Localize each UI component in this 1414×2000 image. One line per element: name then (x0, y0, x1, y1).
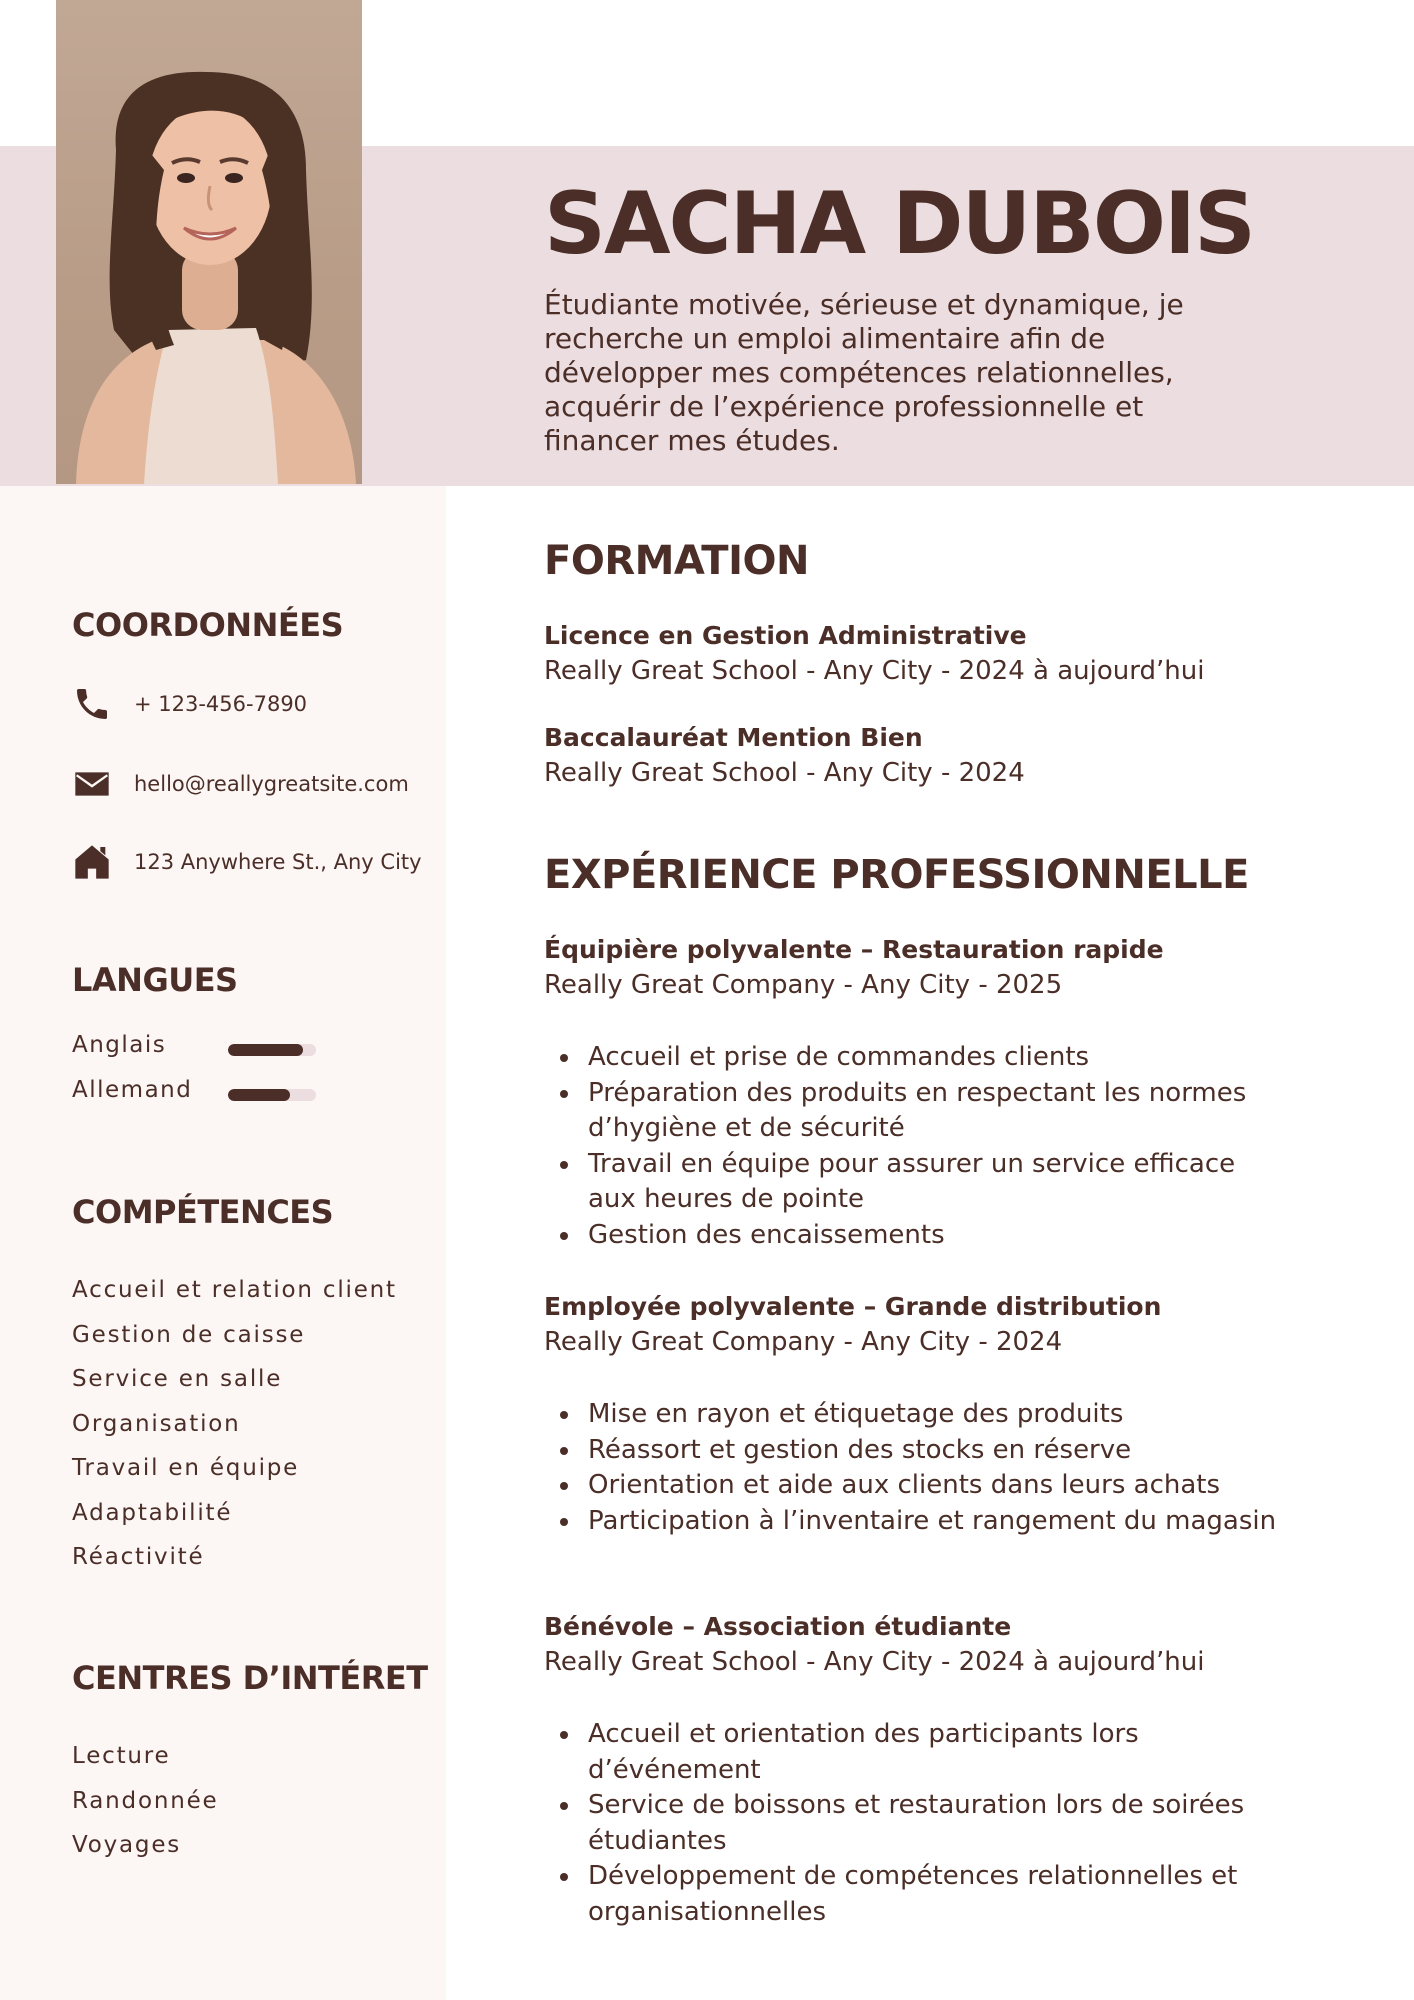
skills-list (72, 1268, 397, 1580)
language-level-bar (228, 1089, 316, 1101)
contact-phone (72, 684, 432, 724)
skills-heading: COMPÉTENCES (72, 1193, 334, 1231)
entry-title: Licence en Gestion Administrative (544, 621, 1027, 650)
experience-bullets (588, 1040, 1288, 1253)
entry-title: Équipière polyvalente – Restauration rapide (544, 935, 1164, 964)
list-item: Service de boissons et restauration lors de soirées étudiantes (588, 1788, 1288, 1859)
entry-subtitle: Really Great Company - Any City - 2025 (544, 970, 1063, 1000)
profile-photo (56, 0, 362, 484)
contact-heading: COORDONNÉES (72, 606, 344, 644)
list-item: Service en salle (72, 1366, 283, 1392)
list-item: Gestion de caisse (72, 1321, 306, 1348)
list-item: Préparation des produits en respectant les normes d’hygiène et de sécurité (588, 1076, 1288, 1147)
experience-entry (544, 1289, 1364, 1359)
profile-summary: Étudiante motivée, sérieuse et dynamique, je recherche un emploi alimentaire afin de développer mes compétences relationnelles, acquérir de l’expérience professionnelle et financer mes études. (544, 288, 1184, 457)
list-item: Travail en équipe (72, 1455, 300, 1481)
postal-address: 123 Anywhere St., Any City (134, 850, 422, 874)
contact-address (72, 842, 432, 882)
list-item: Lecture (72, 1743, 171, 1769)
interests-heading: CENTRES D’INTÉRET (72, 1659, 428, 1697)
language-label: Anglais (72, 1032, 167, 1058)
list-item: Organisation (72, 1410, 241, 1437)
entry-subtitle: Really Great Company - Any City - 2024 (544, 1327, 1063, 1357)
candidate-name: SACHA DUBOIS (544, 174, 1254, 274)
list-item: Gestion des encaissements (588, 1218, 1288, 1254)
list-item: Participation à l’inventaire et rangement du magasin (588, 1504, 1288, 1540)
list-item: Accueil et orientation des participants lors d’événement (588, 1717, 1288, 1788)
language-level-bar (228, 1044, 316, 1056)
email-address: hello@reallygreatsite.com (134, 772, 409, 796)
list-item: Randonnée (72, 1787, 219, 1814)
experience-bullets (588, 1397, 1288, 1539)
experience-entry (544, 932, 1364, 1002)
entry-subtitle: Really Great School - Any City - 2024 à aujourd’hui (544, 1647, 1205, 1677)
entry-subtitle: Really Great School - Any City - 2024 (544, 758, 1025, 788)
languages-heading: LANGUES (72, 961, 238, 999)
entry-title: Employée polyvalente – Grande distribution (544, 1292, 1162, 1321)
list-item: Réactivité (72, 1544, 205, 1570)
list-item: Accueil et prise de commandes clients (588, 1040, 1288, 1076)
list-item: Mise en rayon et étiquetage des produits (588, 1397, 1288, 1433)
language-level-fill (228, 1089, 290, 1101)
phone-icon (72, 684, 112, 724)
list-item: Développement de compétences relationnelles et organisationnelles (588, 1859, 1288, 1930)
language-level-fill (228, 1044, 303, 1056)
list-item: Travail en équipe pour assurer un service efficace aux heures de pointe (588, 1147, 1288, 1218)
list-item: Accueil et relation client (72, 1277, 397, 1303)
entry-subtitle: Really Great School - Any City - 2024 à aujourd’hui (544, 656, 1205, 686)
formation-heading: FORMATION (544, 538, 809, 584)
mail-icon (72, 764, 112, 804)
list-item: Voyages (72, 1832, 182, 1858)
formation-entry (544, 618, 1364, 688)
entry-title: Baccalauréat Mention Bien (544, 723, 923, 752)
language-label: Allemand (72, 1077, 193, 1103)
phone-number: + 123-456-7890 (134, 692, 308, 716)
language-row-anglais (72, 1032, 372, 1068)
experience-bullets (588, 1717, 1288, 1930)
interests-list (72, 1734, 218, 1868)
language-row-allemand (72, 1077, 372, 1113)
entry-title: Bénévole – Association étudiante (544, 1612, 1012, 1641)
contact-email (72, 764, 432, 804)
list-item: Orientation et aide aux clients dans leurs achats (588, 1468, 1288, 1504)
list-item: Réassort et gestion des stocks en réserve (588, 1433, 1288, 1469)
experience-heading: EXPÉRIENCE PROFESSIONNELLE (544, 852, 1249, 898)
list-item: Adaptabilité (72, 1499, 233, 1526)
formation-entry (544, 720, 1364, 790)
home-icon (72, 842, 112, 882)
experience-entry (544, 1609, 1364, 1679)
